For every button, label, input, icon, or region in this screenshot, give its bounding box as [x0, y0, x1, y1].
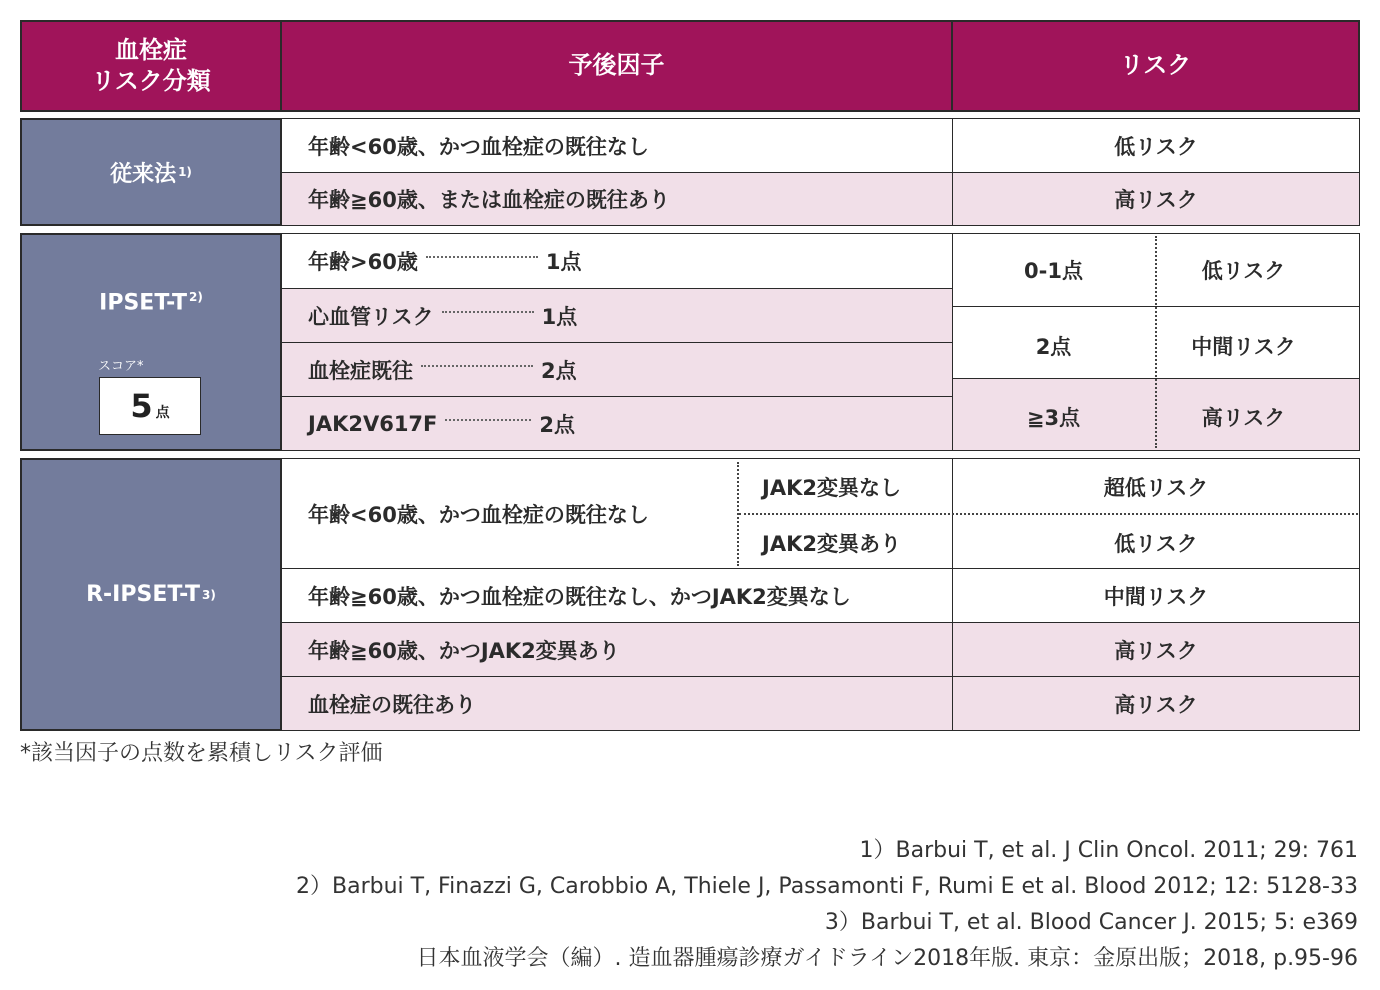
reference-2: 2）Barbui T, Finazzi G, Carobbio A, Thiele J, Passamonti F, Rumi E et al. Blood 2012; 12: 5128-33 [296, 874, 1358, 899]
category-conventional-label: 従来法 [110, 161, 177, 187]
conventional-factor-1: 年齢<60歳、かつ血栓症の既往なし [281, 118, 953, 173]
ipset-factor-4-label: JAK2V617F [308, 411, 438, 436]
score-unit: 点 [155, 405, 170, 421]
conventional-risk-1: 低リスク [952, 118, 1360, 173]
reference-4: 日本血液学会（編）. 造血器腫瘍診療ガイドライン2018年版. 東京：金原出版；2018, p.95-96 [416, 946, 1358, 971]
ripset-factor-3: 血栓症の既往あり [281, 676, 953, 731]
ripset-split-hdivider [739, 513, 1358, 515]
category-ripset-label: R-IPSET-T [86, 582, 201, 607]
category-ipset-ref: 2) [189, 290, 203, 304]
ipset-factor-2 [281, 288, 953, 343]
ipset-factor-3-points: 2点 [541, 358, 577, 383]
ripset-sub-risk-1: 超低リスク [1103, 476, 1209, 500]
ipset-score-2: 2点 [1035, 335, 1072, 359]
ipset-factor-1-label: 年齢>60歳 [308, 250, 418, 274]
score-label: スコア* [98, 359, 144, 374]
ripset-risk-1: 中間リスク [952, 568, 1360, 623]
ripset-risk-2: 高リスク [952, 622, 1360, 677]
ripset-risk-3: 高リスク [952, 676, 1360, 731]
header-risk: リスク [951, 20, 1360, 112]
conventional-risk-2: 高リスク [952, 172, 1360, 226]
ipset-score-1: 0-1点 [1024, 259, 1083, 283]
header-prognostic-factors: 予後因子 [280, 20, 953, 112]
footnote: *該当因子の点数を累積しリスク評価 [20, 741, 383, 766]
reference-3: 3）Barbui T, et al. Blood Cancer J. 2015; 5: e369 [824, 910, 1358, 935]
ripset-sub-2: JAK2変異あり [762, 532, 901, 556]
ipset-score-3: ≧3点 [1026, 406, 1081, 430]
ipset-factor-4 [281, 396, 953, 451]
category-ripset [20, 458, 282, 731]
header-risk-class-line2: リスク分類 [91, 67, 211, 95]
ipset-factor-1-points: 1点 [545, 250, 582, 274]
ripset-factor-1: 年齢≧60歳、かつ血栓症の既往なし、かつJAK2変異なし [281, 568, 953, 623]
ripset-factor-2: 年齢≧60歳、かつJAK2変異あり [281, 622, 953, 677]
ipset-risk-3: 高リスク [1201, 406, 1286, 430]
reference-1: 1）Barbui T, et al. J Clin Oncol. 2011; 29: 761 [859, 838, 1358, 863]
category-ipset-label: IPSET-T [99, 290, 188, 316]
ipset-factor-3 [281, 342, 953, 397]
ipset-risk-1: 低リスク [1201, 259, 1286, 283]
score-box [99, 377, 201, 435]
header-risk-class-line1: 血栓症 [115, 35, 187, 64]
ipset-factor-3-label: 血栓症既往 [308, 358, 413, 383]
ripset-sub-1: JAK2変異なし [762, 476, 901, 500]
category-ipset-title [20, 290, 282, 315]
category-conventional-ref: 1) [178, 165, 192, 179]
ripset-split-factor-label: 年齢<60歳、かつ血栓症の既往なし [308, 502, 649, 527]
ipset-factor-1 [281, 233, 953, 289]
ipset-factor-4-points: 2点 [539, 412, 576, 437]
category-conventional [20, 118, 282, 226]
ipset-factor-2-label: 心血管リスク [308, 304, 434, 329]
ripset-sub-risk-2: 低リスク [1114, 532, 1198, 556]
score-value: 5 [130, 387, 153, 425]
ipset-risk-2: 中間リスク [1191, 335, 1296, 359]
ipset-factor-2-points: 1点 [541, 304, 578, 329]
category-ripset-ref: 3) [202, 587, 216, 602]
header-risk-class [20, 20, 282, 112]
conventional-factor-2: 年齢≧60歳、または血栓症の既往あり [281, 172, 953, 226]
